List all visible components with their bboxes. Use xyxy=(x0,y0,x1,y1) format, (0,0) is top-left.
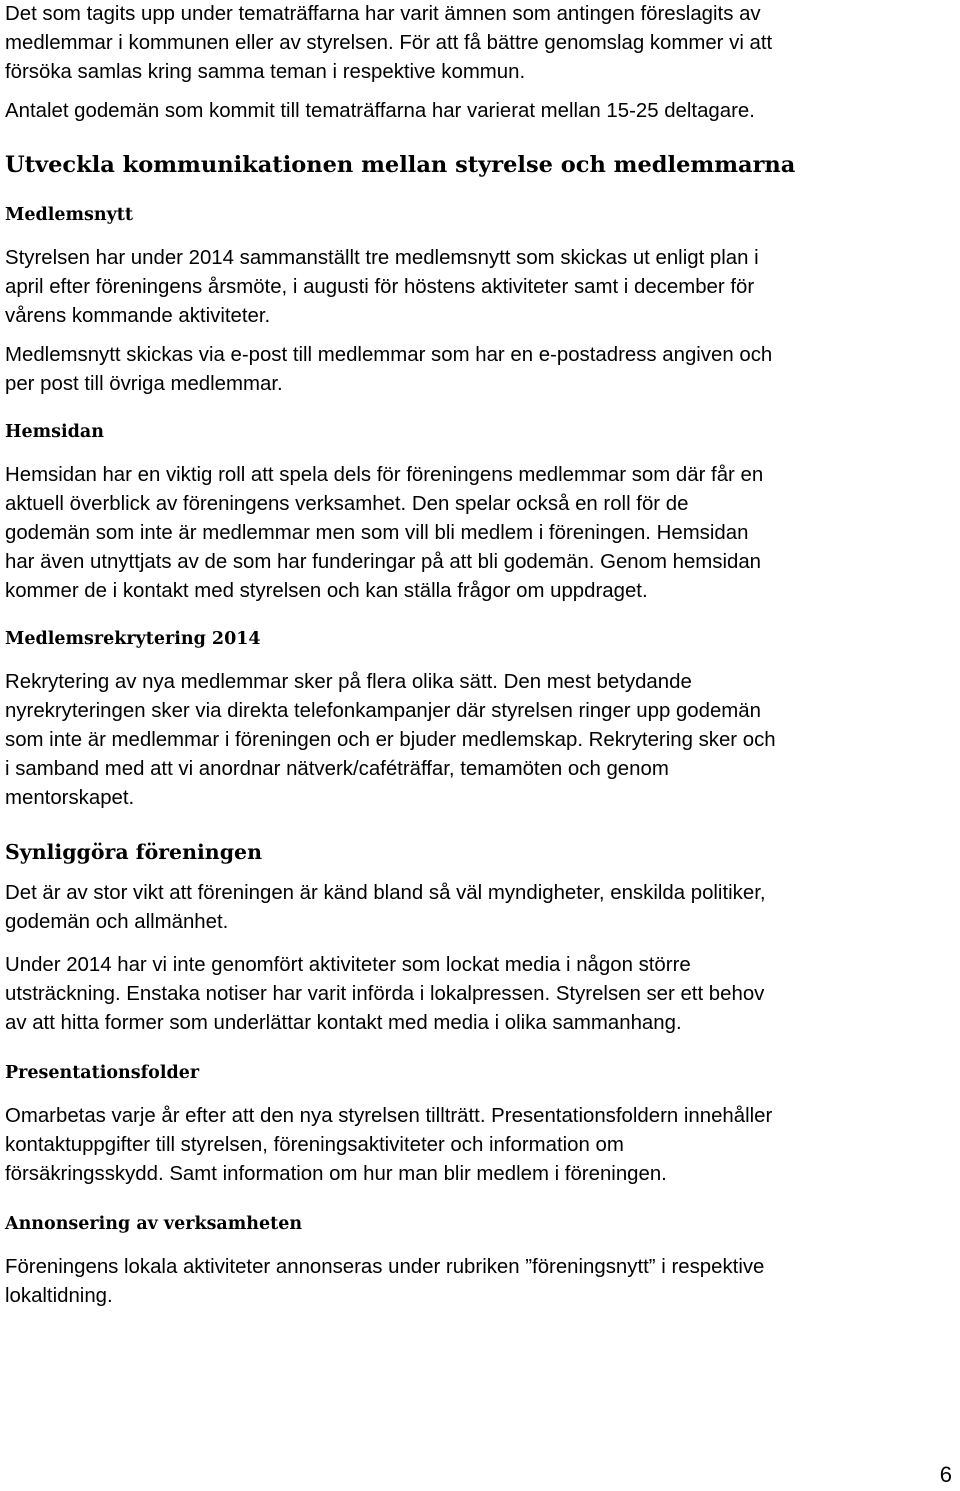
subheading-presentationsfolder: Presentationsfolder xyxy=(5,1063,200,1083)
subheading-annonsering: Annonsering av verksamheten xyxy=(5,1214,303,1234)
page-number: 6 xyxy=(939,1462,952,1487)
presentationsfolder-paragraph: Omarbetas varje år efter att den nya styrelsen tillträtt. Presentationsfoldern innehåller kontaktuppgifter till styrelsen, föreningsaktiviteter och information om försäkringsskydd. Samt information om hur man blir medlem i föreningen. xyxy=(5,1105,773,1185)
medlemsnytt-paragraph-1: Styrelsen har under 2014 sammanställt tre medlemsnytt som skickas ut enligt plan i april efter föreningens årsmöte, i augusti för höstens aktiviteter samt i december för vårens kommande aktiviteter. xyxy=(5,247,759,327)
subheading-medlemsnytt: Medlemsnytt xyxy=(5,205,133,225)
annonsering-paragraph: Föreningens lokala aktiviteter annonseras under rubriken ”föreningsnytt” i respektive lokaltidning. xyxy=(5,1256,765,1307)
document-page xyxy=(5,0,960,1311)
section-heading-synliggora: Synliggöra föreningen xyxy=(5,840,262,864)
subheading-medlemsrekrytering: Medlemsrekrytering 2014 xyxy=(5,629,261,649)
section-heading-kommunikation: Utveckla kommunikationen mellan styrelse och medlemmarna xyxy=(5,152,796,178)
medlemsnytt-paragraph-2: Medlemsnytt skickas via e-post till medlemmar som har en e-postadress angiven och per post till övriga medlemmar. xyxy=(5,344,773,395)
synliggora-paragraph-2: Under 2014 har vi inte genomfört aktiviteter som lockat media i någon större utsträckning. Enstaka notiser har varit införda i lokalpressen. Styrelsen ser ett behov av att hitta former som underlättar kontakt med media i olika sammanhang. xyxy=(5,954,765,1034)
rekrytering-paragraph: Rekrytering av nya medlemmar sker på flera olika sätt. Den mest betydande nyrekryteringen sker via direkta telefonkampanjer där styrelsen ringer upp godemän som inte är medlemmar i föreningen och er bjuder medlemskap. Rekrytering sker och i samband med att vi anordnar nätverk/caféträffar, temamöten och genom mentorskapet. xyxy=(5,671,776,809)
synliggora-paragraph-1: Det är av stor vikt att föreningen är känd bland så väl myndigheter, enskilda politiker, godemän och allmänhet. xyxy=(5,882,766,933)
intro-paragraph-1: Det som tagits upp under tematräffarna har varit ämnen som antingen föreslagits av medlemmar i kommunen eller av styrelsen. För att få bättre genomslag kommer vi att försöka samlas kring samma teman i respektive kommun. xyxy=(5,3,773,83)
subheading-hemsidan: Hemsidan xyxy=(5,422,104,442)
intro-paragraph-2: Antalet godemän som kommit till tematräffarna har varierat mellan 15-25 deltagare. xyxy=(5,100,755,122)
hemsidan-paragraph: Hemsidan har en viktig roll att spela dels för föreningens medlemmar som där får en aktuell överblick av föreningens verksamhet. Den spelar också en roll för de godemän som inte är medlemmar men som vill bli medlem i föreningen. Hemsidan har även utnyttjats av de som har funderingar på att bli godemän. Genom hemsidan kommer de i kontakt med styrelsen och kan ställa frågor om uppdraget. xyxy=(5,464,764,602)
